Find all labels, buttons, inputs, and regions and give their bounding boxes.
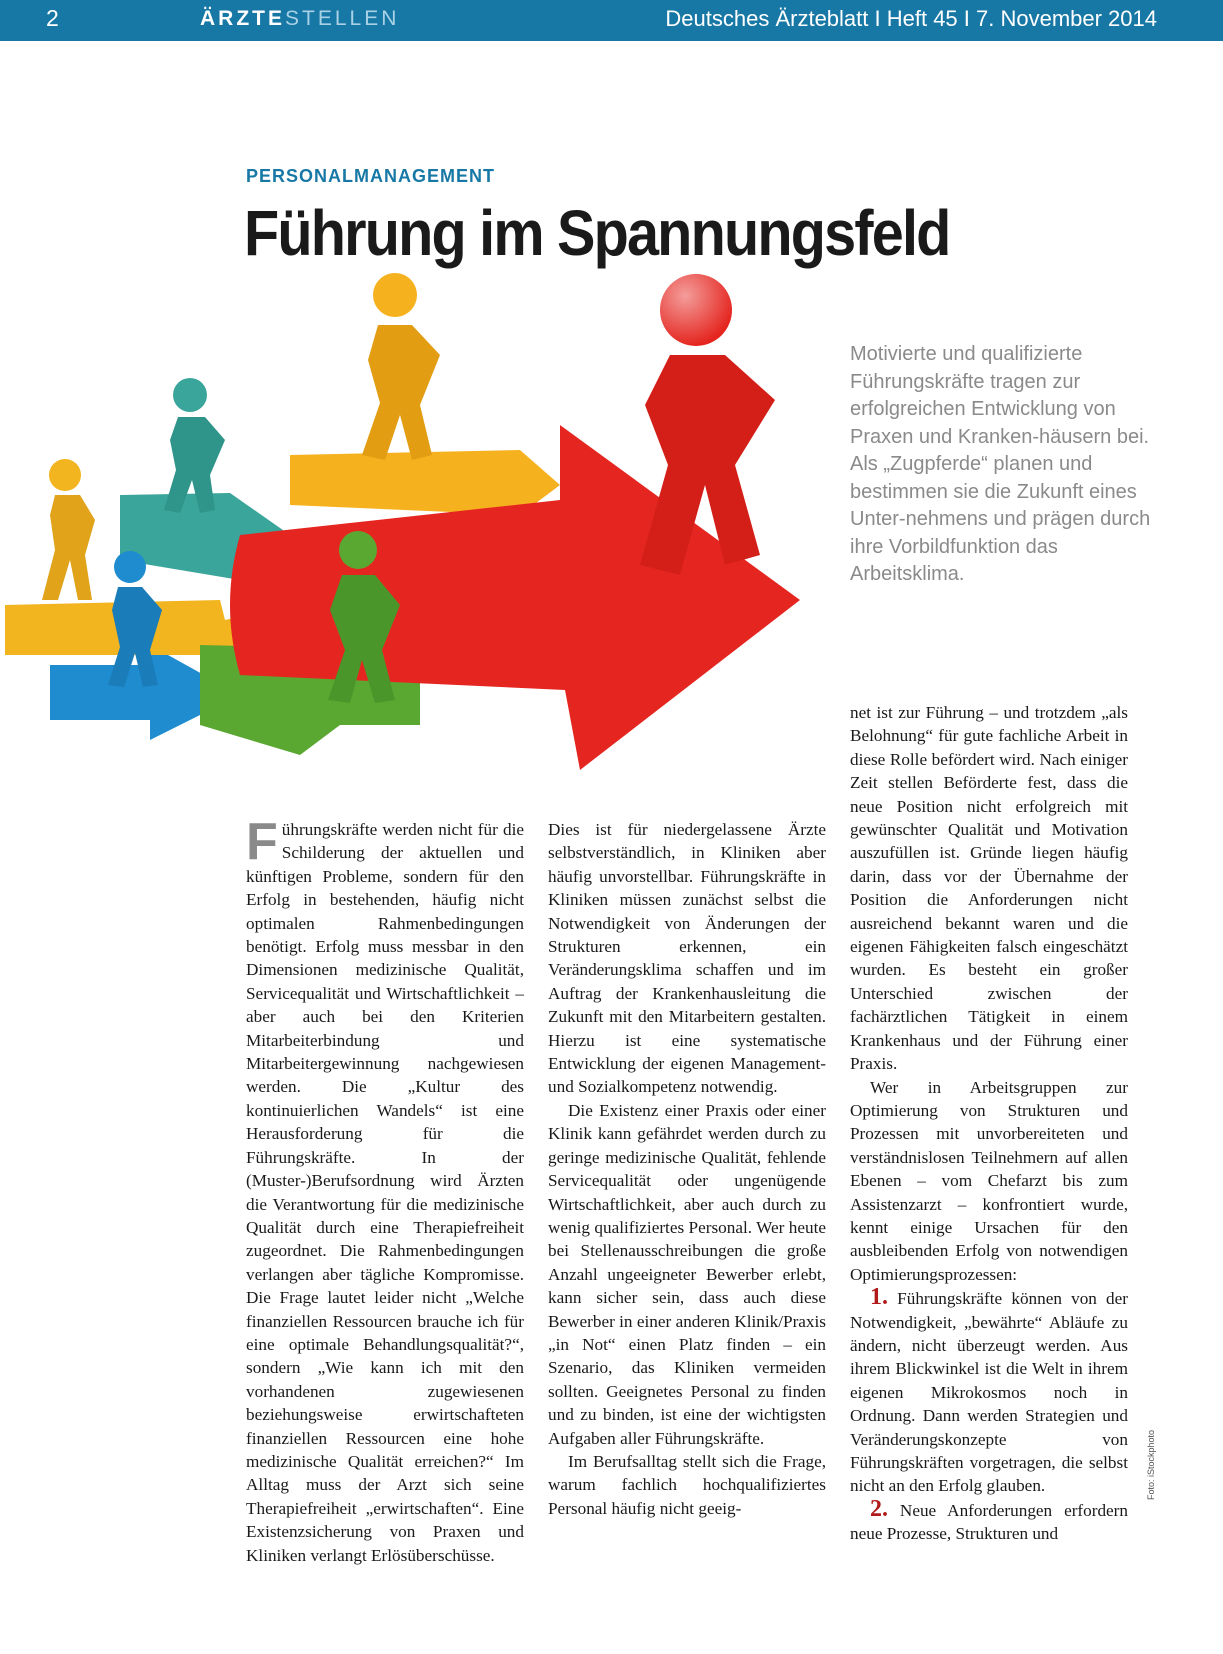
article-title: Führung im Spannungsfeld (244, 197, 950, 269)
list-item-text: Neue Anforderungen erfordern neue Prozesse, Strukturen und (850, 1500, 1128, 1544)
photo-credit: Foto: iStockphoto (1146, 1429, 1156, 1500)
section-logo-part-1: ÄRZTE (200, 7, 285, 30)
list-number: 1. (870, 1284, 888, 1311)
paragraph-text: ührungskräfte werden nicht für die Schilderung der aktuellen und künftigen Probleme, sondern für den Erfolg in bestehenden, häufig nicht optimalen Rahmenbedingungen benötigt. Erfolg muss messbar in den Dimensionen medizinische Qualität, Servicequalität und Wirtschaftlichkeit – aber auch bei den Kriterien Mitarbeiterbindung und Mitarbeitergewinnung nachgewiesen werden. Die „Kultur des kontinuierlichen Wandels“ ist eine Herausforderung für die Führungskräfte. In der (Muster-)Berufsordnung wird Ärzten die Verantwortung für die medizinische Qualität durch eine Therapiefreiheit zugeordnet. Die Rahmenbedingungen verlangen aber tägliche Kompromisse. Die Frage lautet leider nicht „Welche finanziellen Ressourcen brauche ich für eine optimale Behandlungsqualität?“, sondern „Wie kann ich mit den vorhandenen zugewiesenen beziehungsweise erwirtschafteten finanziellen Ressourcen eine hohe medizinische Qualität erreichen?“ Im Alltag muss der Arzt sich seine Therapiefreiheit „erwirtschaften“. Eine Existenzsicherung von Praxen und Kliniken verlangt Erlösüberschüsse. (246, 820, 524, 1565)
page-number: 2 (46, 5, 59, 31)
paragraph: Im Berufsalltag stellt sich die Frage, warum fachlich hochqualifiziertes Personal häufig nicht geeig- (548, 1451, 826, 1518)
paragraph: Dies ist für niedergelassene Ärzte selbstverständlich, in Kliniken aber häufig unvorstellbar. Führungskräfte in Kliniken müssen zunächst selbst die Notwendigkeit von Änderungen der Strukturen erkennen, ein Veränderungsklima schaffen und im Auftrag der Krankenhausleitung die Zukunft mit den Mitarbeitern gestalten. Hierzu ist eine systematische Entwicklung der eigenen Management- und Sozialkompetenz notwendig. (548, 820, 826, 1097)
issue-info: Deutsches Ärzteblatt I Heft 45 I 7. November 2014 (665, 6, 1157, 31)
article-teaser: Motivierte und qualifizierte Führungskräfte tragen zur erfolgreichen Entwicklung von Praxen und Kranken-häusern bei. Als „Zugpferde“ planen und bestimmen sie die Zukunft eines Unter-nehmens und prägen durch ihre Vorbildfunktion das Arbeitsklima. (850, 343, 1151, 585)
figure-teal (164, 378, 225, 513)
paragraph (246, 813, 524, 1567)
figure-red (640, 274, 775, 575)
list-item (850, 1286, 1128, 1498)
header-bar (0, 0, 1223, 41)
text-column-2 (548, 818, 826, 1520)
paragraph: Wer in Arbeitsgruppen zur Optimierung von Strukturen und Prozessen mit unvorbereiteten und verständnislosen Teilnehmern auf allen Ebenen – vom Chefarzt bis zum Assistenzarzt – konfrontiert wurde, kennt einige Ursachen für den ausbleibenden Erfolg von notwendigen Optimierungsprozessen: (850, 1077, 1128, 1284)
paragraph: Die Existenz einer Praxis oder einer Klinik kann gefährdet werden durch zu geringe medizinische Qualität, fehlende Servicequalität oder ungenügende Wirtschaftlichkeit, aber auch durch zu wenig qualifiziertes Personal. Wer heute bei Stellenausschreibungen die große Anzahl ungeeigneter Bewerber erlebt, kann sicher sein, dass auch diese Bewerber in einer anderen Klinik/Praxis „in Not“ einen Platz finden – ein Szenario, das Kliniken vermeiden sollten. Geeignetes Personal zu finden und zu binden, ist eine der wichtigsten Aufgaben aller Führungskräfte. (548, 1100, 826, 1448)
text-column-1 (246, 813, 524, 1567)
list-number: 2. (870, 1495, 888, 1522)
list-item (850, 1495, 1128, 1546)
section-logo-part-2: STELLEN (285, 7, 400, 30)
drop-cap: F (246, 813, 278, 871)
list-item-text: Führungskräfte können von der Notwendigkeit, „bewährte“ Abläufe zu ändern, nicht überzeugt werden. Aus ihrem Blickwinkel ist die Welt in ihrem eigenen Mikrokosmos noch in Ordnung. Dann werden Strategien und Veränderungskonzepte von Führungskräften vorgetragen, die selbst nicht an den Erfolg glauben. (850, 1289, 1129, 1496)
section-logo (200, 7, 399, 31)
figure-yellow-small (42, 459, 95, 600)
figure-orange (362, 273, 440, 460)
paragraph: net ist zur Führung – und trotzdem „als Belohnung“ für gute fachliche Arbeit in diese Rolle befördert wird. Nach einiger Zeit stellen Beförderte fest, dass die neue Position nicht erfolgreich mit gewünschter Qualität und Motivation auszufüllen ist. Gründe liegen häufig darin, dass vor der Übernahme der Position die Anforderungen nicht ausreichend bekannt waren und die eigenen Fähigkeiten falsch eingeschätzt wurden. Es besteht ein großer Unterschied zwischen der fachärztlichen Tätigkeit in einem Krankenhaus und der Führung einer Praxis. (850, 703, 1128, 1074)
text-column-3 (850, 701, 1128, 1546)
hero-illustration (0, 255, 850, 827)
article-kicker: PERSONALMANAGEMENT (246, 166, 496, 186)
